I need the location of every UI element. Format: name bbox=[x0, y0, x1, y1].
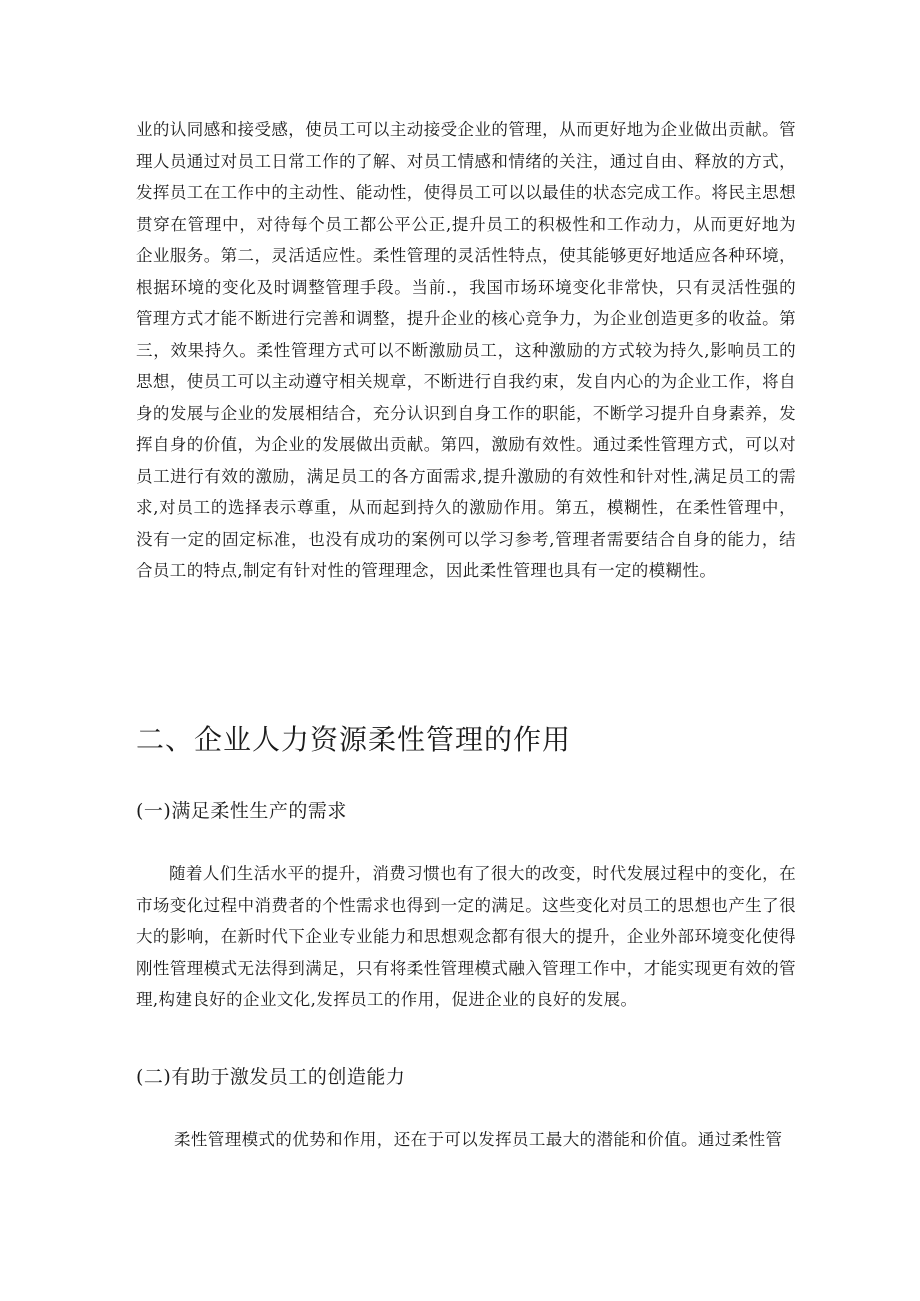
body-paragraph: 业的认同感和接受感，使员工可以主动接受企业的管理，从而更好地为企业做出贡献。管理人员通过对员工日常工作的了解、对员工情感和情绪的关注，通过自由、释放的方式，发挥员工在工作中的主动性、能动性，使得员工可以以最佳的状态完成工作。将民主思想贯穿在管理中，对待每个员工都公平公正,提升员工的积极性和工作动力，从而更好地为企业服务。第二，灵活适应性。柔性管理的灵活性特点，使其能够更好地适应各种环境，根据环境的变化及时调整管理手段。当前.，我国市场环境变化非常快，只有灵活性强的管理方式才能不断进行完善和调整，提升企业的核心竞争力，为企业创造更多的收益。第三，效果持久。柔性管理方式可以不断激励员工，这种激励的方式较为持久,影响员工的思想，使员工可以主动遵守相关规章，不断进行自我约束，发自内心的为企业工作，将自身的发展与企业的发展相结合，充分认识到自身工作的职能，不断学习提升自身素养，发挥自身的价值，为企业的发展做出贡献。第四，激励有效性。通过柔性管理方式，可以对员工进行有效的激励，满足员工的各方面需求,提升激励的有效性和针对性,满足员工的需求,对员工的选择表示尊重，从而起到持久的激励作用。第五，模糊性，在柔性管理中，没有一定的固定标准，也没有成功的案例可以学习参考,管理者需要结合自身的能力，结合员工的特点,制定有针对性的管理理念，因此柔性管理也具有一定的模糊性。 bbox=[136, 120, 796, 580]
subsection-heading: (二)有助于激发员工的创造能力 bbox=[136, 1066, 406, 1088]
body-paragraph: 柔性管理模式的优势和作用，还在于可以发挥员工最大的潜能和价值。通过柔性管 bbox=[174, 1130, 783, 1149]
section-heading: 二、企业人力资源柔性管理的作用 bbox=[136, 723, 572, 756]
subsection-heading: (一)满足柔性生产的需求 bbox=[136, 800, 347, 822]
body-paragraph: 随着人们生活水平的提升，消费习惯也有了很大的改变，时代发展过程中的变化，在市场变化过程中消费者的个性需求也得到一定的满足。这些变化对员工的思想也产生了很大的影响，在新时代下企业专业能力和思想观念都有很大的提升，企业外部环境变化使得刚性管理模式无法得到满足，只有将柔性管理模式融入管理工作中，才能实现更有效的管理,构建良好的企业文化,发挥员工的作用，促进企业的良好的发展。 bbox=[136, 864, 796, 1009]
